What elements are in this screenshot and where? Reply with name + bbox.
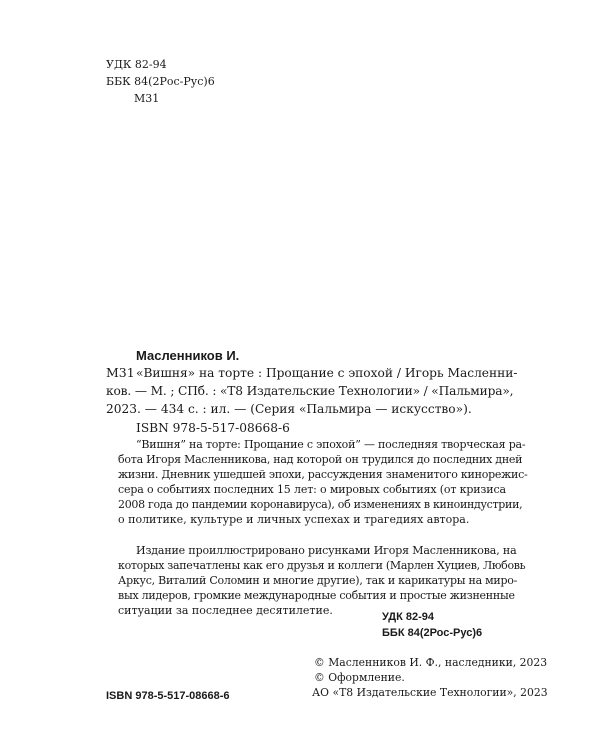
top-udk: УДК 82-94 <box>106 58 167 71</box>
annotation-line: вых лидеров, громкие международные события и простые жизненные <box>118 589 515 602</box>
annotation-paragraph-2-cont <box>118 558 525 618</box>
annotation-line: сера о событиях последних 15 лет: о мировых событиях (от кризиса <box>118 483 506 496</box>
bottom-udk: УДК 82-94 <box>382 611 435 623</box>
author-heading: Масленников И. <box>136 348 240 363</box>
description-line: «Вишня» на торте : Прощание с эпохой / Игорь Масленни- <box>136 366 518 380</box>
annotation-line: которых запечатлены как его друзья и коллеги (Марлен Хуциев, Любовь <box>118 559 526 572</box>
description-line: ков. — М. ; СПб. : «Т8 Издательские Технологии» / «Пальмира», <box>106 384 514 398</box>
footer-isbn: ISBN 978-5-517-08668-6 <box>106 690 230 702</box>
annotation-line: о политике, культуре и личных успехах и трагедиях автора. <box>118 513 470 526</box>
annotation-line: 2008 года до пандемии коронавируса), об изменениях в киноиндустрии, <box>118 498 523 511</box>
catalog-isbn: ISBN 978-5-517-08668-6 <box>136 421 290 435</box>
annotation-line: ситуации за последнее десятилетие. <box>118 604 333 617</box>
copyright-line: АО «Т8 Издательские Технологии», 2023 <box>312 686 548 699</box>
copyright-line: © Масленников И. Ф., наследники, 2023 <box>314 656 548 669</box>
annotation-line: “Вишня” на торте: Прощание с эпохой” — последняя творческая ра- <box>136 438 526 451</box>
annotation-line: Аркус, Виталий Соломин и многие другие), так и карикатуры на миро- <box>118 574 518 587</box>
annotation-line: жизни. Дневник ушедшей эпохи, рассуждения знаменитого кинорежис- <box>118 468 528 481</box>
top-author-mark: М31 <box>134 92 160 105</box>
annotation-paragraph-1-cont <box>118 452 527 527</box>
annotation-line: бота Игоря Масленникова, над которой он трудился до последних дней <box>118 453 523 466</box>
annotation-line: Издание проиллюстрировано рисунками Игоря Масленникова, на <box>136 544 517 557</box>
annotation-paragraph-1 <box>136 437 525 452</box>
copyright-line: © Оформление. <box>314 671 405 684</box>
description-line: 2023. — 434 с. : ил. — (Серия «Пальмира — искусство»). <box>106 402 472 416</box>
copyright-block <box>312 655 548 700</box>
catalog-description-cont <box>106 382 513 418</box>
top-bbk: ББК 84(2Рос-Рус)6 <box>106 75 215 88</box>
annotation-paragraph-2 <box>136 543 516 558</box>
catalog-author-mark: М31 <box>106 365 135 380</box>
catalog-description <box>136 364 518 382</box>
bottom-bbk: ББК 84(2Рос-Рус)6 <box>382 627 483 639</box>
